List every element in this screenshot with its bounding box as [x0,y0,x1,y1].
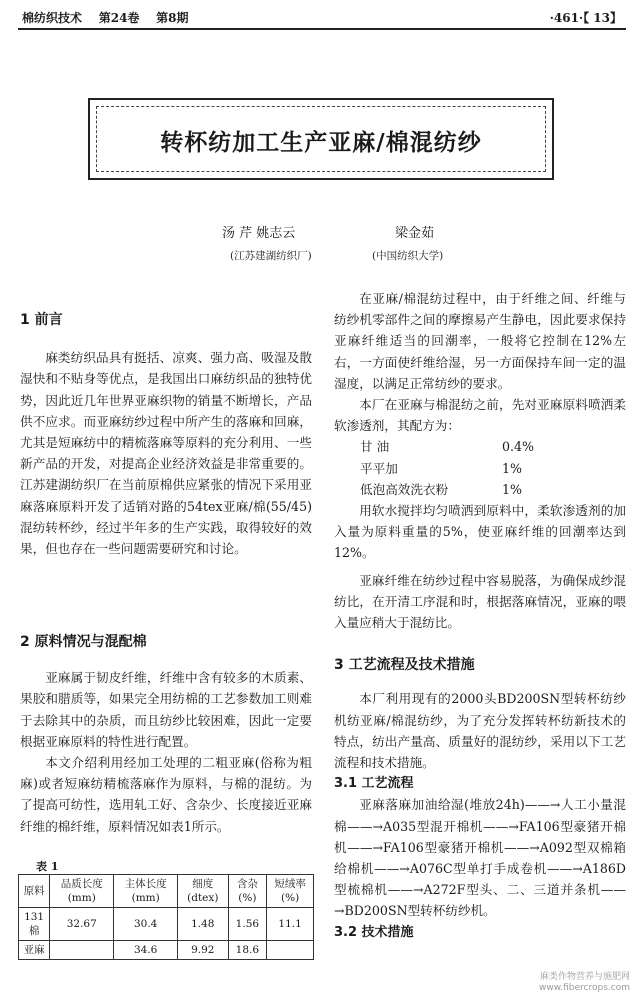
watermark [539,972,630,994]
th-quality-length: 品质长度(mm) [50,875,114,908]
watermark-line-2: www.fibercrops.com [539,983,630,993]
section-3-2-heading: 3.2 技术措施 [334,924,414,940]
header-left [22,9,189,26]
table-cell [50,941,114,960]
th-material: 原料 [19,875,50,908]
th-main-length: 主体长度(mm) [114,875,178,908]
affiliation-2: (中国纺织大学) [372,250,444,262]
process-flow-paragraph: 亚麻落麻加油给湿(堆放24h)——→人工小量混棉——→A035型混开棉机——→FA106型豪猪开棉机——→FA106型豪猪开棉机——→A092型双棉箱给棉机——→A076C型单打手成卷机——→A186D型梳棉机——→A272F型头、二、三道并条机——→BD200SN型转杯纺纱机。 [334,797,626,919]
table-row [19,941,314,960]
right-paragraph-3: 用软水搅拌均匀喷洒到原料中，柔软渗透剂的加入量为原料重量的5%，使亚麻纤维的回潮率达到12%。 [334,503,626,561]
section-3-paragraph: 本厂利用现有的2000头BD200SN型转杯纺纱机纺亚麻/棉混纺纱，为了充分发挥转杯纺新技术的特点，纺出产量高、质量好的混纺纱，采用以下工艺流程和技术措施。 [334,691,626,771]
recipe-name: 甘 油 [360,439,390,455]
right-column [334,288,626,943]
running-header [18,6,626,30]
section-2-paragraph-2: 本文介绍利用经加工处理的二粗亚麻(俗称为粗麻)或者短麻纺精梳落麻作为原料，与棉的混纺。为了提高可纺性，选用轧工好、含杂少、长度接近亚麻纤维的棉纤维，原料情况如表1所示。 [20,755,312,834]
section-3-heading: 3 工艺流程及技术措施 [334,657,475,674]
table-cell [267,941,314,960]
table-cell: 131棉 [19,908,50,941]
section-2-heading: 2 原料情况与混配棉 [20,634,147,650]
table-cell: 34.6 [114,941,178,960]
page-number: ·461·【 13】 [549,11,622,25]
table-cell: 11.1 [267,908,314,941]
th-impurity: 含杂(%) [228,875,267,908]
journal-name: 棉纺织技术 [22,11,83,25]
table-cell: 1.48 [178,908,229,941]
recipe-name: 平平加 [360,460,398,476]
recipe-amount: 1% [502,460,522,476]
issue: 第8期 [156,11,189,25]
right-paragraph-1: 在亚麻/棉混纺过程中，由于纤维之间、纤维与纺纱机零部件之间的摩擦易产生静电，因此要求保持亚麻纤维适当的回潮率，一般将它控制在12%左右，一方面使纤维给湿，另一方面保持车间一定的温湿度，以满足正常纺纱的要求。 [334,291,626,391]
section-1-paragraph: 麻类纺织品具有挺括、凉爽、强力高、吸湿及散湿快和不贴身等优点，是我国出口麻纺织品的独特优势，因此近几年世界亚麻织物的销量不断增长，产品供不应求。而亚麻纺纱过程中所产生的落麻和回麻，尤其是短麻纺中的精梳落麻等原料的充分利用、一些新产品的开发，对提高企业经济效益是非常重要的。江苏建湖纺织厂在当前原棉供应紧张的情况下采用亚麻落麻原料开发了适销对路的54tex亚麻/棉(55/45)混纺转杯纱，经过半年多的生产实践，取得较好的效果，但也存在一些问题需要研究和讨论。 [20,350,312,557]
recipe-amount: 0.4% [502,439,534,455]
recipe-name: 低泡高效洗衣粉 [360,481,449,497]
table-cell: 9.92 [178,941,229,960]
recipe-item [334,458,626,479]
right-paragraph-4: 亚麻纤维在纺纱过程中容易脱落，为确保成纱混纺比，在开清工序混和时，根据落麻情况，亚麻的喂入量应稍大于混纺比。 [334,572,626,631]
article-title: 转杯纺加工生产亚麻/棉混纺纱 [160,130,482,156]
recipe-item [334,479,626,500]
title-frame [88,98,554,180]
th-fineness: 细度(dtex) [178,875,229,908]
volume: 第24卷 [98,11,140,25]
authors-group-1: 汤 芹 姚志云 [222,226,296,241]
left-column-top [20,310,312,559]
table-cell: 亚麻 [19,941,50,960]
recipe-item [334,436,626,457]
table-cell: 1.56 [228,908,267,941]
watermark-line-1: 麻类作物营养与施肥网 [539,972,630,982]
affiliation-1: (江苏建湖纺织厂) [230,250,312,262]
table-cell: 32.67 [50,908,114,941]
left-column-bottom [20,632,312,837]
table-row [19,908,314,941]
table-1-caption: 表 1 [36,860,59,873]
right-paragraph-2: 本厂在亚麻与棉混纺之前，先对亚麻原料喷洒柔软渗透剂，其配方为： [334,397,626,434]
table-header-row [19,875,314,908]
table-cell: 18.6 [228,941,267,960]
recipe-amount: 1% [502,481,522,497]
authors-group-2: 梁金茹 [395,226,435,241]
section-2-paragraph-1: 亚麻属于韧皮纤维，纤维中含有较多的木质素、果胶和腊质等，如果完全用纺棉的工艺参数加工则难于去除其中的杂质，而且纺纱比较困难，因此一定要根据亚麻原料的特性进行配置。 [20,670,312,749]
section-3-1-heading: 3.1 工艺流程 [334,776,414,792]
table-1 [18,874,314,960]
table-cell: 30.4 [114,908,178,941]
section-1-heading: 1 前言 [20,312,63,328]
th-short-fiber: 短绒率(%) [267,875,314,908]
